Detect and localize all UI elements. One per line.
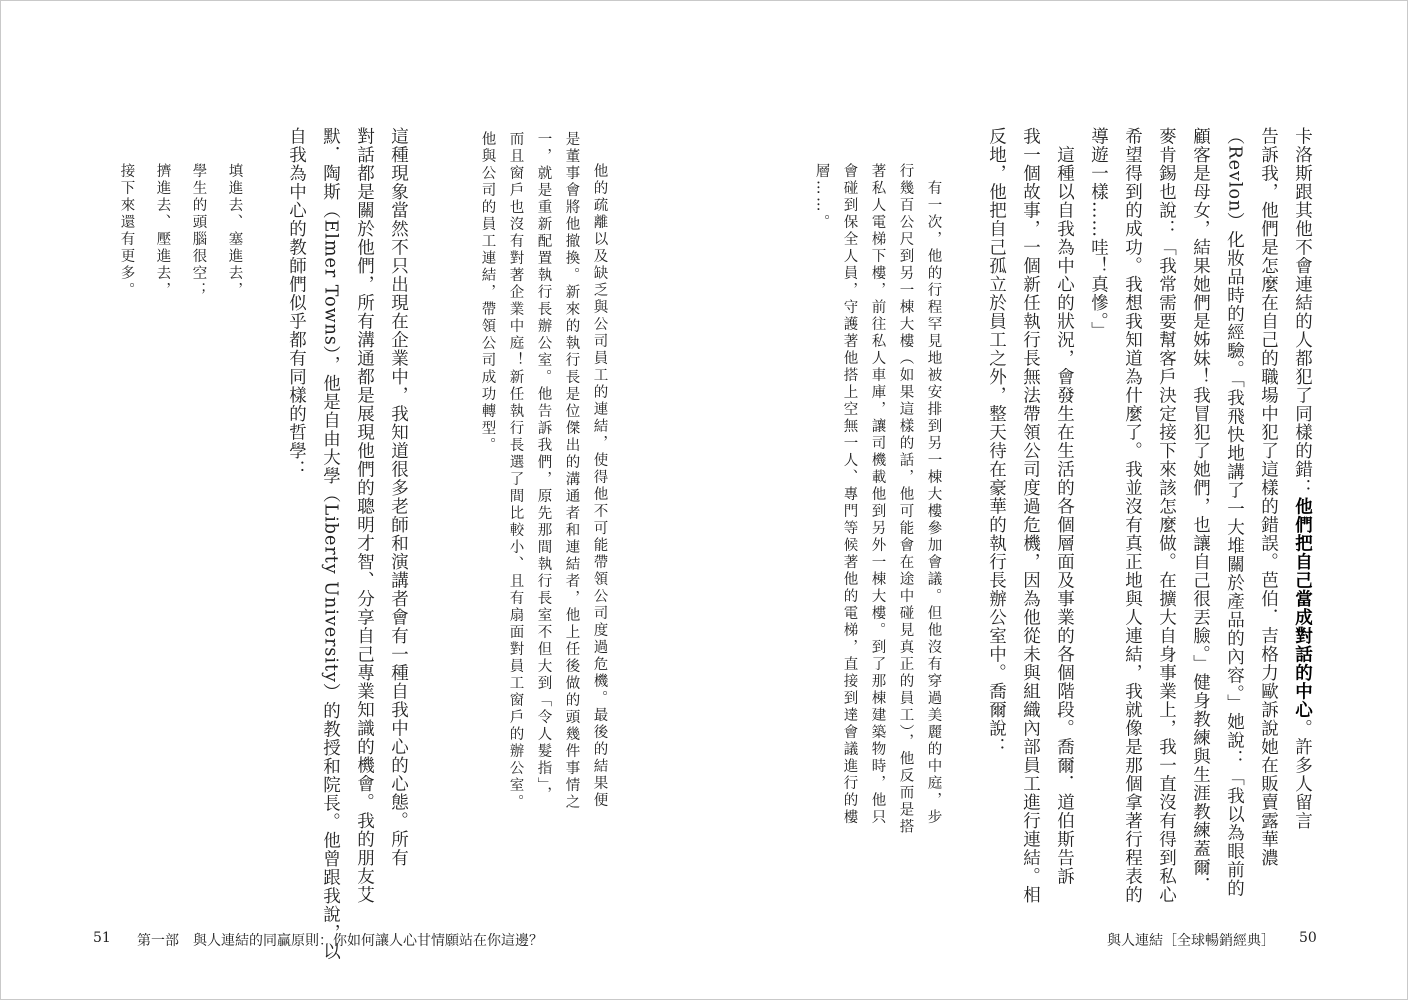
left-poem-line-3: 擠進去、壓進去，	[154, 163, 171, 299]
left-poem-line-1: 填進去、塞進去，	[226, 163, 243, 299]
right-col-6: 希望得到的成功。我想我知道為什麼了。我並沒有真正地與人連結，我就像是那個拿著行程表的	[1122, 127, 1143, 904]
right-quote-col-3: 著私人電梯下樓，前往私人車庫，讓司機載他到另外一棟大樓。到了那棟建築物時，他只	[869, 163, 886, 826]
right-running-title: 與人連結［全球暢銷經典］	[1107, 933, 1275, 949]
left-quote-col-1: 他的疏離以及缺乏與公司員工的連結，使得他不可能帶領公司度過危機。最後的結果便	[591, 163, 608, 809]
right-quote-col-1: 有一次，他的行程罕見地被安排到另一棟大樓參加會議。但他沒有穿過美麗的中庭，步	[925, 163, 942, 826]
right-col-9: 我一個故事，一個新任執行長無法帶領公司度過危機，因為他從未與組織內部員工進行連結。相	[1020, 127, 1041, 904]
right-col-10: 反地，他把自己孤立於員工之外，整天待在豪華的執行長辦公室中。喬爾說：	[986, 127, 1007, 756]
left-col-2: 對話都是關於他們，所有溝通都是展現他們的聰明才智、分享自己專業知識的機會。我的朋友艾	[354, 127, 375, 904]
left-page-number: 51	[93, 930, 111, 946]
left-quote-col-5: 他與公司的員工連結，帶領公司成功轉型。	[479, 131, 496, 454]
right-col-4: 顧客是母女，結果她們是姊妹！我冒犯了她們，也讓自己很丟臉。」健身教練與生涯教練蓋爾．	[1190, 127, 1211, 896]
right-col-1-after: 。許多人留言	[1292, 719, 1313, 830]
right-quote-col-4: 會碰到保全人員，守護著他搭上空無一人、專門等候著他的電梯，直接到達會議進行的樓	[841, 163, 858, 826]
left-poem-line-2: 學生的頭腦很空；	[190, 163, 207, 299]
left-poem-line-4: 接下來還有更多。	[118, 163, 135, 299]
right-quote-col-2: 行幾百公尺到另一棟大樓（如果這樣的話，他可能會在途中碰見真正的員工），他反而是搭	[897, 163, 914, 836]
left-col-3: 默．陶斯（Elmer Towns），他是自由大學（Liberty University）的教授和院長。他曾跟我說，以	[320, 127, 341, 961]
right-col-1-text: 卡洛斯跟其他不會連結的人都犯了同樣的錯：	[1292, 127, 1313, 497]
left-running-title: 第一部 與人連結的同贏原則：你如何讓人心甘情願站在你這邊？	[137, 933, 543, 949]
right-col-3: （Revlon）化妝品時的經驗。「我飛快地講了一大堆關於產品的內容。」她說：「我以為眼前的	[1224, 127, 1245, 898]
left-quote-col-3: 一，就是重新配置執行長辦公室。他告訴我們，原先那間執行長室不但大到「令人髮指」，	[535, 131, 552, 804]
right-page-number: 50	[1299, 930, 1317, 946]
right-col-5: 麥肯錫也說：「我常需要幫客戶決定接下來該怎麼做。在擴大自身事業上，我一直沒有得到私心	[1156, 127, 1177, 904]
left-col-1: 這種現象當然不只出現在企業中，我知道很多老師和演講者會有一種自我中心的心態。所有	[388, 127, 409, 867]
right-col-8: 這種以自我為中心的狀況，會發生在生活的各個層面及事業的各個階段。喬爾．道伯斯告訴	[1054, 127, 1075, 886]
right-col-7: 導遊一樣……哇！真慘。」	[1088, 127, 1109, 341]
left-quote-col-2: 是董事會將他撤換。新來的執行長是位傑出的溝通者和連結者，他上任後做的頭幾件事情之	[563, 131, 580, 811]
right-col-1	[1293, 127, 1311, 830]
right-col-1-bold: 他們把自己當成對話的中心	[1292, 497, 1313, 719]
left-quote-col-4: 而且窗戶也沒有對著企業中庭！新任執行長選了間比較小、且有扇面對員工窗戶的辦公室。	[507, 131, 524, 811]
right-col-2: 告訴我，他們是怎麼在自己的職場中犯了這樣的錯誤。芭伯．吉格力歐訴說她在販賣露華濃	[1258, 127, 1279, 867]
right-quote-col-5: 層……。	[813, 163, 830, 231]
left-col-4: 自我為中心的教師們似乎都有同樣的哲學：	[286, 127, 307, 479]
